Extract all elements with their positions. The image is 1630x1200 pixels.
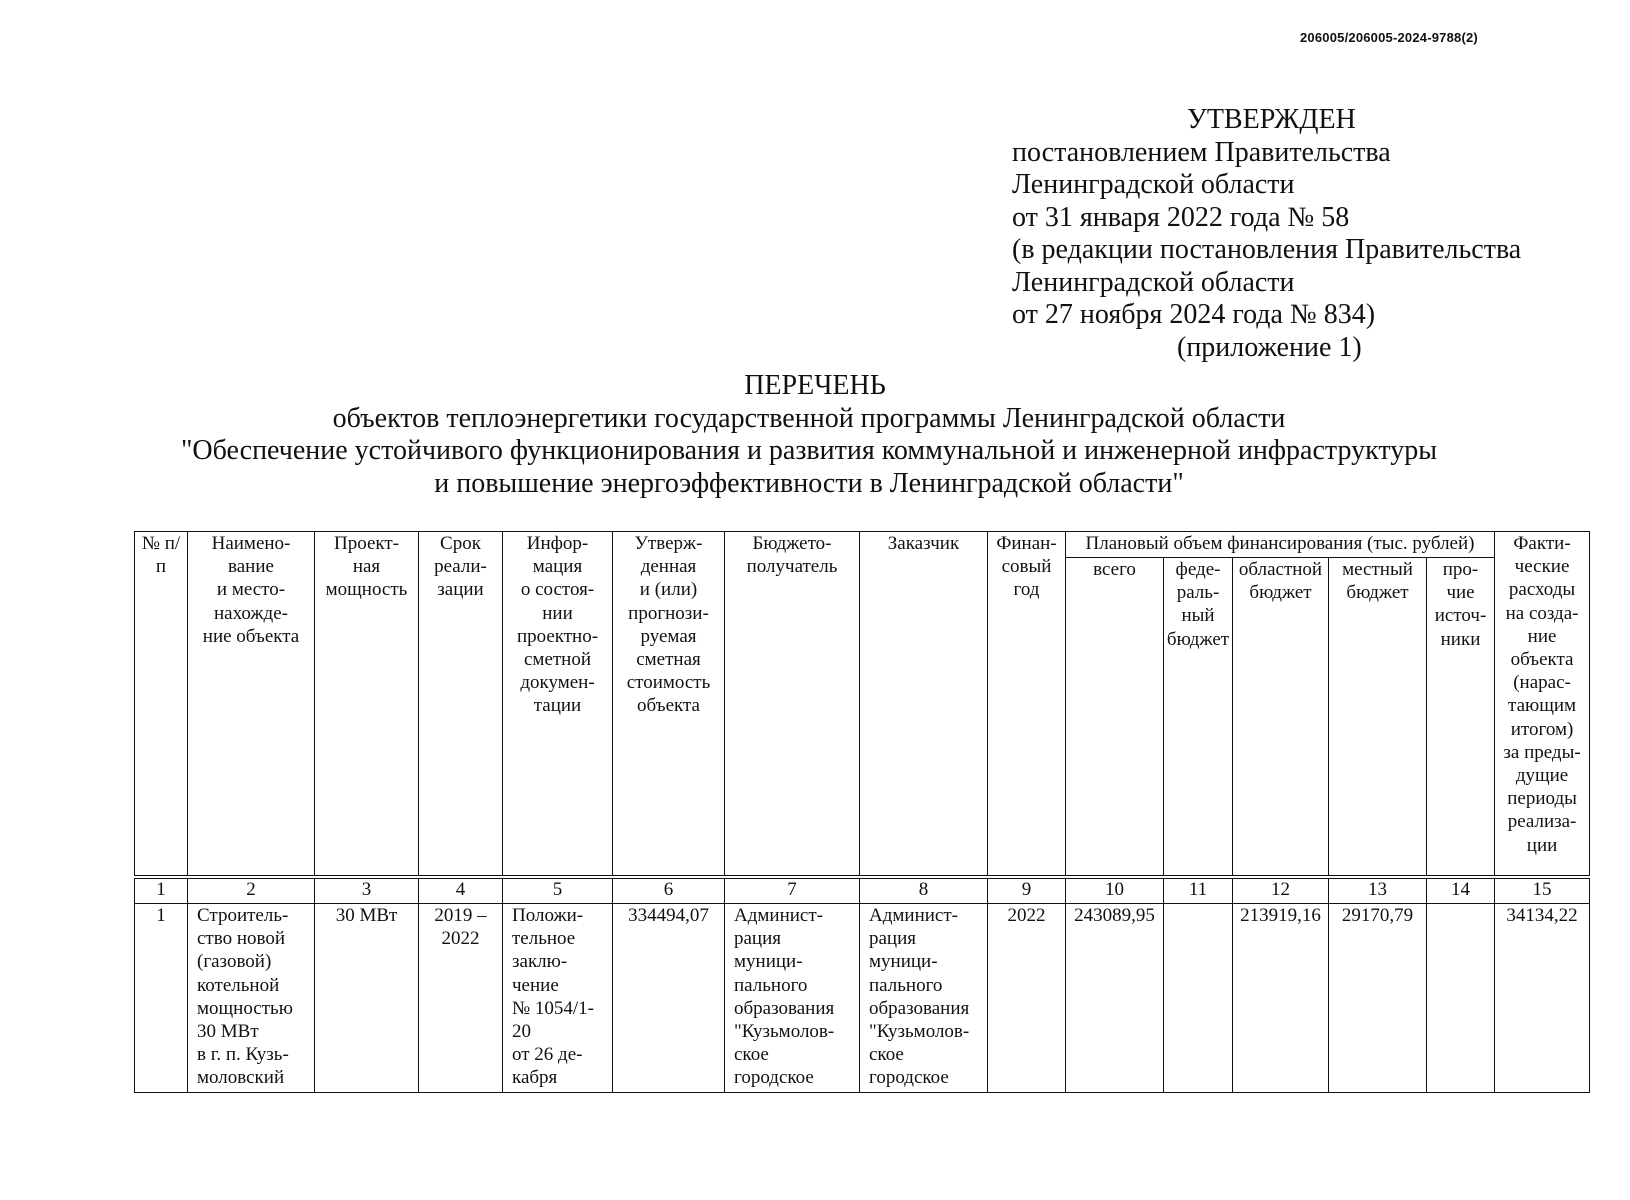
cell-recipient: Админист- рация муници- пального образования "Кузьмолов- ское городское	[725, 904, 860, 1093]
cell-federal	[1164, 904, 1233, 1093]
header-local: местный бюджет	[1329, 558, 1427, 878]
cell-local: 29170,79	[1329, 904, 1427, 1093]
column-number: 14	[1427, 877, 1495, 904]
cell-other	[1427, 904, 1495, 1093]
header-regional: областной бюджет	[1233, 558, 1329, 878]
cell-capacity: 30 МВт	[315, 904, 419, 1093]
cell-total: 243089,95	[1066, 904, 1164, 1093]
table-row	[135, 904, 1590, 1093]
header-capacity: Проект- ная мощность	[315, 532, 419, 878]
column-number: 4	[419, 877, 503, 904]
approval-line: (в редакции постановления Правительства	[1012, 234, 1522, 265]
approval-line: УТВЕРЖДЕН	[1187, 104, 1356, 135]
column-number: 8	[860, 877, 988, 904]
column-number: 2	[188, 877, 315, 904]
cell-docs-info: Положи- тельное заклю- чение № 1054/1- 20 от 26 де- кабря	[503, 904, 613, 1093]
column-number: 15	[1495, 877, 1590, 904]
approval-line: Ленинградской области	[1012, 266, 1295, 298]
column-number: 10	[1066, 877, 1164, 904]
cell-actual: 34134,22	[1495, 904, 1590, 1093]
cell-regional: 213919,16	[1233, 904, 1329, 1093]
title-line: и повышение энергоэффективности в Ленинградской области"	[434, 467, 1184, 499]
approval-line: от 31 января 2022 года № 58	[1012, 201, 1350, 233]
header-cost: Утверж- денная и (или) прогнози- руемая сметная стоимость объекта	[613, 532, 725, 878]
cell-customer: Админист- рация муници- пального образования "Кузьмолов- ское городское	[860, 904, 988, 1093]
header-period: Срок реали- зации	[419, 532, 503, 878]
header-actual: Факти- ческие расходы на созда- ние объекта (нарас- тающим итогом) за преды- дущие периоды реализа- ции	[1495, 532, 1590, 878]
title-line: "Обеспечение устойчивого функционирования и развития коммунальной и инженерной инфраструктуры	[180, 435, 1438, 466]
header-customer: Заказчик	[860, 532, 988, 878]
column-number: 5	[503, 877, 613, 904]
cell-year: 2022	[988, 904, 1066, 1093]
column-number: 12	[1233, 877, 1329, 904]
cell-number: 1	[135, 904, 188, 1093]
header-recipient: Бюджето- получатель	[725, 532, 860, 878]
cell-cost: 334494,07	[613, 904, 725, 1093]
objects-table	[134, 531, 1590, 1093]
column-number: 1	[135, 877, 188, 904]
document-title	[0, 370, 1630, 500]
column-number: 9	[988, 877, 1066, 904]
approval-line: Ленинградской области	[1012, 169, 1295, 200]
header-funding-group: Плановый объем финансирования (тыс. рублей)	[1066, 532, 1495, 558]
column-number: 7	[725, 877, 860, 904]
approval-line: постановлением Правительства	[1012, 136, 1391, 168]
column-number: 3	[315, 877, 419, 904]
column-number: 13	[1329, 877, 1427, 904]
title-heading: ПЕРЕЧЕНЬ	[744, 370, 886, 401]
header-docs-info: Инфор- мация о состоя- нии проектно- сметной докумен- тации	[503, 532, 613, 878]
header-total: всего	[1066, 558, 1164, 878]
document-number: 206005/206005-2024-9788(2)	[1300, 30, 1478, 45]
approval-line: от 27 ноября 2024 года № 834)	[1012, 299, 1376, 330]
cell-period: 2019 – 2022	[419, 904, 503, 1093]
cell-name: Строитель- ство новой (газовой) котельной мощностью 30 МВт в г. п. Кузь- моловский	[188, 904, 315, 1093]
header-number: № п/п	[135, 532, 188, 878]
header-year: Финан- совый год	[988, 532, 1066, 878]
column-number: 11	[1164, 877, 1233, 904]
approval-block	[1012, 104, 1572, 364]
column-number: 6	[613, 877, 725, 904]
approval-line: (приложение 1)	[1177, 331, 1362, 363]
header-name: Наимено- вание и место- нахожде- ние объекта	[188, 532, 315, 878]
title-line: объектов теплоэнергетики государственной программы Ленинградской области	[332, 402, 1286, 434]
header-other: про- чие источ- ники	[1427, 558, 1495, 878]
header-federal: феде- раль- ный бюджет	[1164, 558, 1233, 878]
